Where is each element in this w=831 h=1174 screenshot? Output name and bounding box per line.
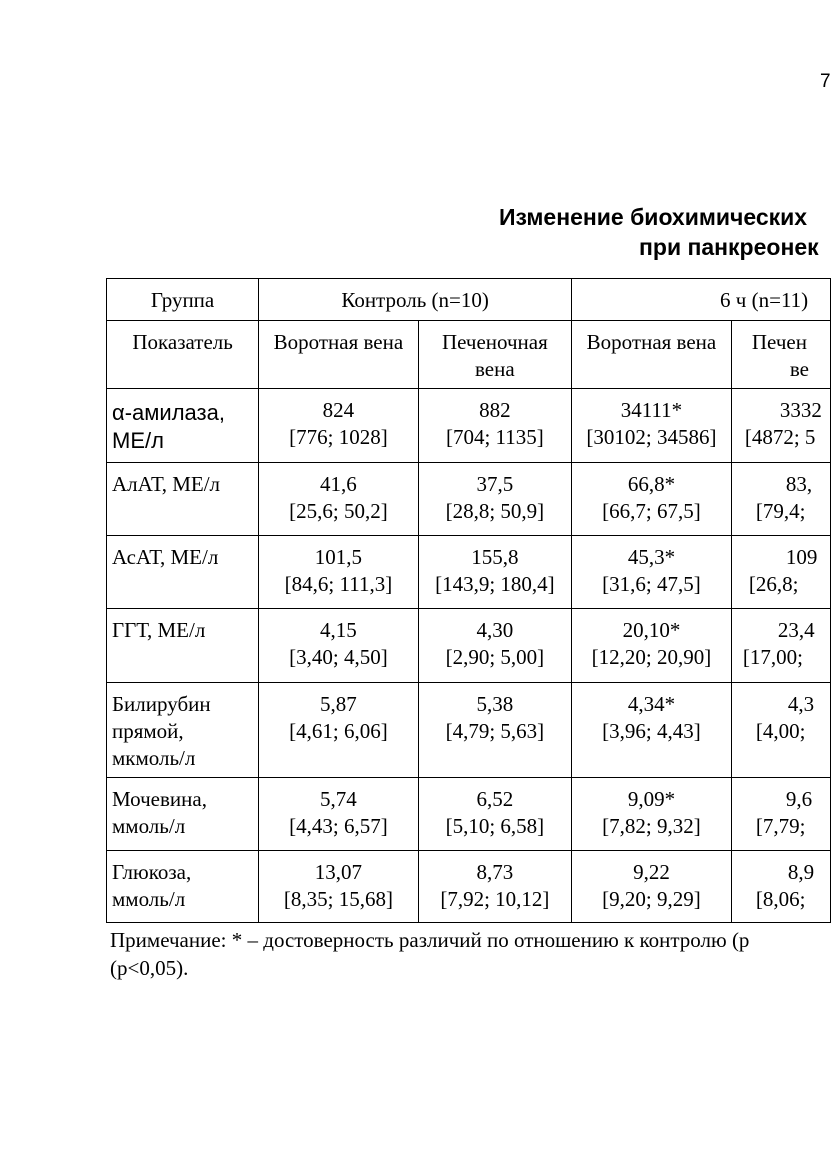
range: [26,8; [748, 572, 799, 596]
value-cell [259, 683, 419, 778]
title-line-2: при панкреонек [639, 234, 819, 260]
value-cell [731, 389, 830, 463]
note-line-1: Примечание: * – достоверность различий по отношению к контролю (р [110, 928, 750, 952]
value-cell [731, 851, 830, 923]
row-label: АсАТ, МЕ/л [107, 536, 259, 609]
range: [776; 1028] [289, 425, 388, 449]
range: [4,43; 6,57] [289, 814, 388, 838]
title-line-1: Изменение биохимических [499, 204, 808, 230]
median: 5,87 [320, 692, 357, 716]
sub-header-row [107, 321, 831, 389]
median: 9,09* [627, 787, 676, 811]
range: [4,61; 6,06] [289, 719, 388, 743]
median: 41,6 [320, 472, 357, 496]
range: [8,06; [755, 887, 806, 911]
sub-header-hepatic-6h [731, 321, 830, 389]
value-cell [418, 463, 571, 536]
group-header-control: Контроль (n=10) [259, 279, 572, 321]
row-label [107, 389, 259, 463]
range: [28,8; 50,9] [445, 499, 545, 523]
range: [5,10; 6,58] [445, 814, 545, 838]
range: [31,6; 47,5] [602, 572, 701, 596]
hepatic-line-2: вена [475, 357, 515, 381]
median: 20,10* [622, 618, 681, 642]
median: 37,5 [476, 472, 514, 496]
table-row [107, 609, 831, 683]
median: 45,3* [627, 545, 676, 569]
value-cell [418, 389, 571, 463]
biochemistry-table [106, 278, 831, 923]
median: 3332 [779, 398, 822, 422]
row-label-text: α-амилаза, МЕ/л [112, 400, 225, 453]
median: 4,34* [627, 692, 676, 716]
group-header-label: Группа [107, 279, 259, 321]
median: 8,73 [476, 860, 514, 884]
value-cell [572, 778, 732, 851]
value-cell [259, 778, 419, 851]
value-cell [418, 536, 571, 609]
table-row [107, 389, 831, 463]
group-header-6h: 6 ч (n=11) [572, 279, 831, 321]
median: 83, [785, 472, 813, 496]
value-cell [572, 389, 732, 463]
range: [4872; 5 [744, 425, 816, 449]
median: 9,6 [785, 787, 813, 811]
table-row [107, 683, 831, 778]
median: 5,74 [320, 787, 357, 811]
range: [2,90; 5,00] [445, 645, 545, 669]
median: 824 [322, 398, 355, 422]
page-number: 7 [820, 71, 831, 92]
value-cell [572, 536, 732, 609]
table-note [110, 926, 749, 982]
median: 23,4 [777, 618, 815, 642]
hepatic2-line-1: Печен [751, 330, 807, 354]
value-cell [418, 609, 571, 683]
value-cell [418, 851, 571, 923]
value-cell [259, 609, 419, 683]
range: [704; 1135] [445, 425, 544, 449]
group-header-row [107, 279, 831, 321]
median: 4,30 [476, 618, 514, 642]
range: [30102; 34586] [586, 425, 717, 449]
sub-header-portal-6h: Воротная вена [572, 321, 732, 389]
median: 882 [479, 398, 511, 422]
value-cell [731, 683, 830, 778]
median: 4,15 [320, 618, 357, 642]
value-cell [572, 683, 732, 778]
value-cell [731, 536, 830, 609]
median: 13,07 [314, 860, 363, 884]
range: [3,40; 4,50] [289, 645, 388, 669]
value-cell [731, 609, 830, 683]
range: [17,00; [742, 645, 803, 669]
range: [7,92; 10,12] [440, 887, 550, 911]
median: 9,22 [633, 860, 670, 884]
row-label: ГГТ, МЕ/л [107, 609, 259, 683]
note-line-2: (р<0,05). [110, 956, 189, 980]
sub-header-hepatic-control [418, 321, 571, 389]
median: 66,8* [627, 472, 676, 496]
hepatic2-line-2: ве [789, 357, 809, 381]
table-row [107, 778, 831, 851]
row-label: Глюкоза, ммоль/л [107, 851, 259, 923]
table-row [107, 536, 831, 609]
range: [79,4; [755, 499, 806, 523]
row-label: АлАТ, МЕ/л [107, 463, 259, 536]
value-cell [259, 389, 419, 463]
range: [12,20; 20,90] [591, 645, 712, 669]
value-cell [731, 778, 830, 851]
table-row [107, 463, 831, 536]
value-cell [418, 778, 571, 851]
median: 8,9 [787, 860, 815, 884]
sub-header-portal-control: Воротная вена [259, 321, 419, 389]
median: 6,52 [476, 787, 514, 811]
median: 155,8 [471, 545, 519, 569]
range: [3,96; 4,43] [602, 719, 701, 743]
median: 109 [785, 545, 818, 569]
median: 4,3 [787, 692, 815, 716]
median: 101,5 [314, 545, 363, 569]
median: 34111* [620, 398, 683, 422]
value-cell [259, 851, 419, 923]
range: [84,6; 111,3] [284, 572, 393, 596]
row-label: Мочевина, ммоль/л [107, 778, 259, 851]
range: [7,82; 9,32] [602, 814, 701, 838]
range: [7,79; [755, 814, 806, 838]
value-cell [259, 463, 419, 536]
table-row [107, 851, 831, 923]
range: [9,20; 9,29] [602, 887, 701, 911]
value-cell [418, 683, 571, 778]
range: [143,9; 180,4] [435, 572, 555, 596]
range: [8,35; 15,68] [283, 887, 393, 911]
value-cell [731, 463, 830, 536]
value-cell [572, 851, 732, 923]
table-title [499, 202, 819, 262]
range: [66,7; 67,5] [602, 499, 701, 523]
median: 5,38 [476, 692, 514, 716]
value-cell [259, 536, 419, 609]
value-cell [572, 463, 732, 536]
value-cell [572, 609, 732, 683]
range: [4,79; 5,63] [445, 719, 545, 743]
data-table-container [106, 278, 831, 923]
sub-header-label: Показатель [107, 321, 259, 389]
hepatic-line-1: Печеночная [441, 330, 548, 354]
row-label: Билирубин прямой, мкмоль/л [107, 683, 259, 778]
range: [25,6; 50,2] [289, 499, 388, 523]
range: [4,00; [755, 719, 806, 743]
